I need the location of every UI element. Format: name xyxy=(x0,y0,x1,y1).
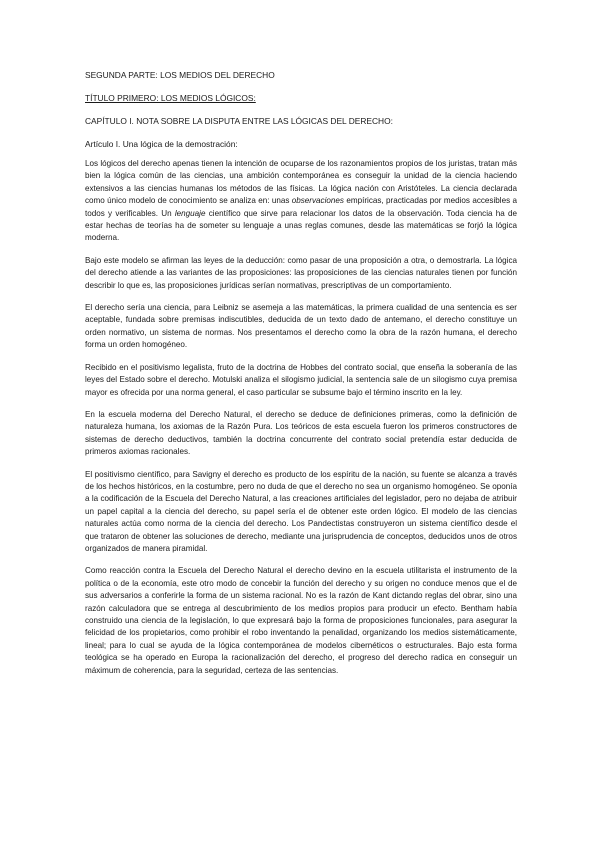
paragraph-5: En la escuela moderna del Derecho Natural, el derecho se deduce de definiciones primeras, como la definición de naturaleza humana, los axiomas de la Razón Pura. Los teóricos de esta escuela fueron los primeros constructores de sistemas de derecho deductivos, también la doctrina concurrente del contrato social pretendía estar deducida de primeros axiomas racionales. xyxy=(85,409,517,457)
article-heading: Artículo I. Una lógica de la demostración: xyxy=(85,139,238,149)
paragraph-2: Bajo este modelo se afirman las leyes de la deducción: como pasar de una proposición a otra, o demostrarla. La lógica del derecho atiende a las variantes de las proposiciones: las proposiciones de las ciencias naturales tienen por función describir lo que es, las proposiciones jurídicas serían normativas, prescriptivas de un comportamiento. xyxy=(85,255,517,290)
paragraph-4: Recibido en el positivismo legalista, fruto de la doctrina de Hobbes del contrato social, que enseña la soberanía de las leyes del Estado sobre el derecho. Motulski analiza el silogismo judicial, la sentencia sale de un silogismo cuya premisa mayor es ofrecida por una norma general, el caso particular se subsume bajo el término inscrito en la ley. xyxy=(85,362,517,397)
paragraph-3: El derecho sería una ciencia, para Leibniz se asemeja a las matemáticas, la primera cualidad de una sentencia es ser aceptable, fundada sobre premisas indiscutibles, deducida de un texto dado de antemano, el derecho constituye un orden normativo, un sistema de normas. Nos presentamos el derecho como la obra de la razón humana, el derecho forma un orden homogéneo. xyxy=(85,303,517,350)
paragraph-1-part-c: empíricas, practicadas por medios accesibles a todos y verificables. Un xyxy=(85,196,517,218)
paragraph-1-part-a: Los lógicos del derecho apenas tienen la intención de ocuparse de los razonamientos propios de los juristas, tratan más bien la lógica común de las ciencias, una ambición contemporánea es conseguir la unidad de la ciencia haciendo extensivos a las ciencias humanas los métodos de las físicas. La lógica nación con Aristóteles. La ciencia declarada como único modelo de conocimiento se analiza en: unas xyxy=(85,159,517,206)
part-heading: SEGUNDA PARTE: LOS MEDIOS DEL DERECHO xyxy=(85,70,275,80)
paragraph-1-part-e: científico que sirve para relacionar los datos de la observación. Toda ciencia ha de estar hechas de teorías ha de someter su lenguaje a unas reglas comunes, desde las matemáticas se forjó la lógica moderna. xyxy=(85,208,517,243)
chapter-heading: CAPÍTULO I. NOTA SOBRE LA DISPUTA ENTRE LAS LÓGICAS DEL DERECHO: xyxy=(85,116,393,126)
paragraph-6: El positivismo científico, para Savigny el derecho es producto de los espíritu de la nación, su fuente se alcanza a través de los hechos históricos, en la costumbre, pero no duda de que el derecho no sea un organismo homogéneo. Se oponía a la codificación de la Escuela del Derecho Natural, a las creaciones artificiales del legislador, pero no dejaba de atribuir un papel capital a la ciencia del derecho, su papel sería el de obtener este orden lógico. El modelo de las ciencias naturales actúa como norma de la ciencia del derecho. Los Pandectistas construyeron un sistema científico desde el que trataron de obtener las soluciones de derecho, mediante una jurisprudencia de conceptos, deducidos unos de otros organizados de manera piramidal. xyxy=(85,469,517,553)
paragraph-1-term-observaciones: observaciones xyxy=(291,196,344,206)
title-heading: TÍTULO PRIMERO: LOS MEDIOS LÓGICOS: xyxy=(85,93,256,103)
paragraph-1 xyxy=(85,158,517,245)
paragraph-1-term-lenguaje: lenguaje xyxy=(174,208,206,218)
paragraph-7: Como reacción contra la Escuela del Derecho Natural el derecho devino en la escuela utilitarista el instrumento de la política o de la economía, este otro modo de concebir la función del derecho y su origen no conduce menos que el de sus adversarios a conferirle la forma de un sistema racional. No es la razón de Kant dictando reglas del obrar, sino una razón calculadora que se entrega al descubrimiento de los medios propios para producir un efecto. Bentham había construido una ciencia de la legislación, lo que expresará bajo la forma de proposiciones funcionales, para asegurar la felicidad de los propietarios, como prohibir el robo inventando la penalidad, organizando los medios sistemáticamente, lineal; para lo cual se ayuda de la lógica contemporánea de modelos cibernéticos o estructurales. Bajo esta forma teológica se ha operado en Europa la racionalización del derecho, el progreso del derecho radica en conseguir un máximum de coherencia, para la seguridad, certeza de las sentencias. xyxy=(85,566,517,675)
document-body xyxy=(85,70,517,687)
